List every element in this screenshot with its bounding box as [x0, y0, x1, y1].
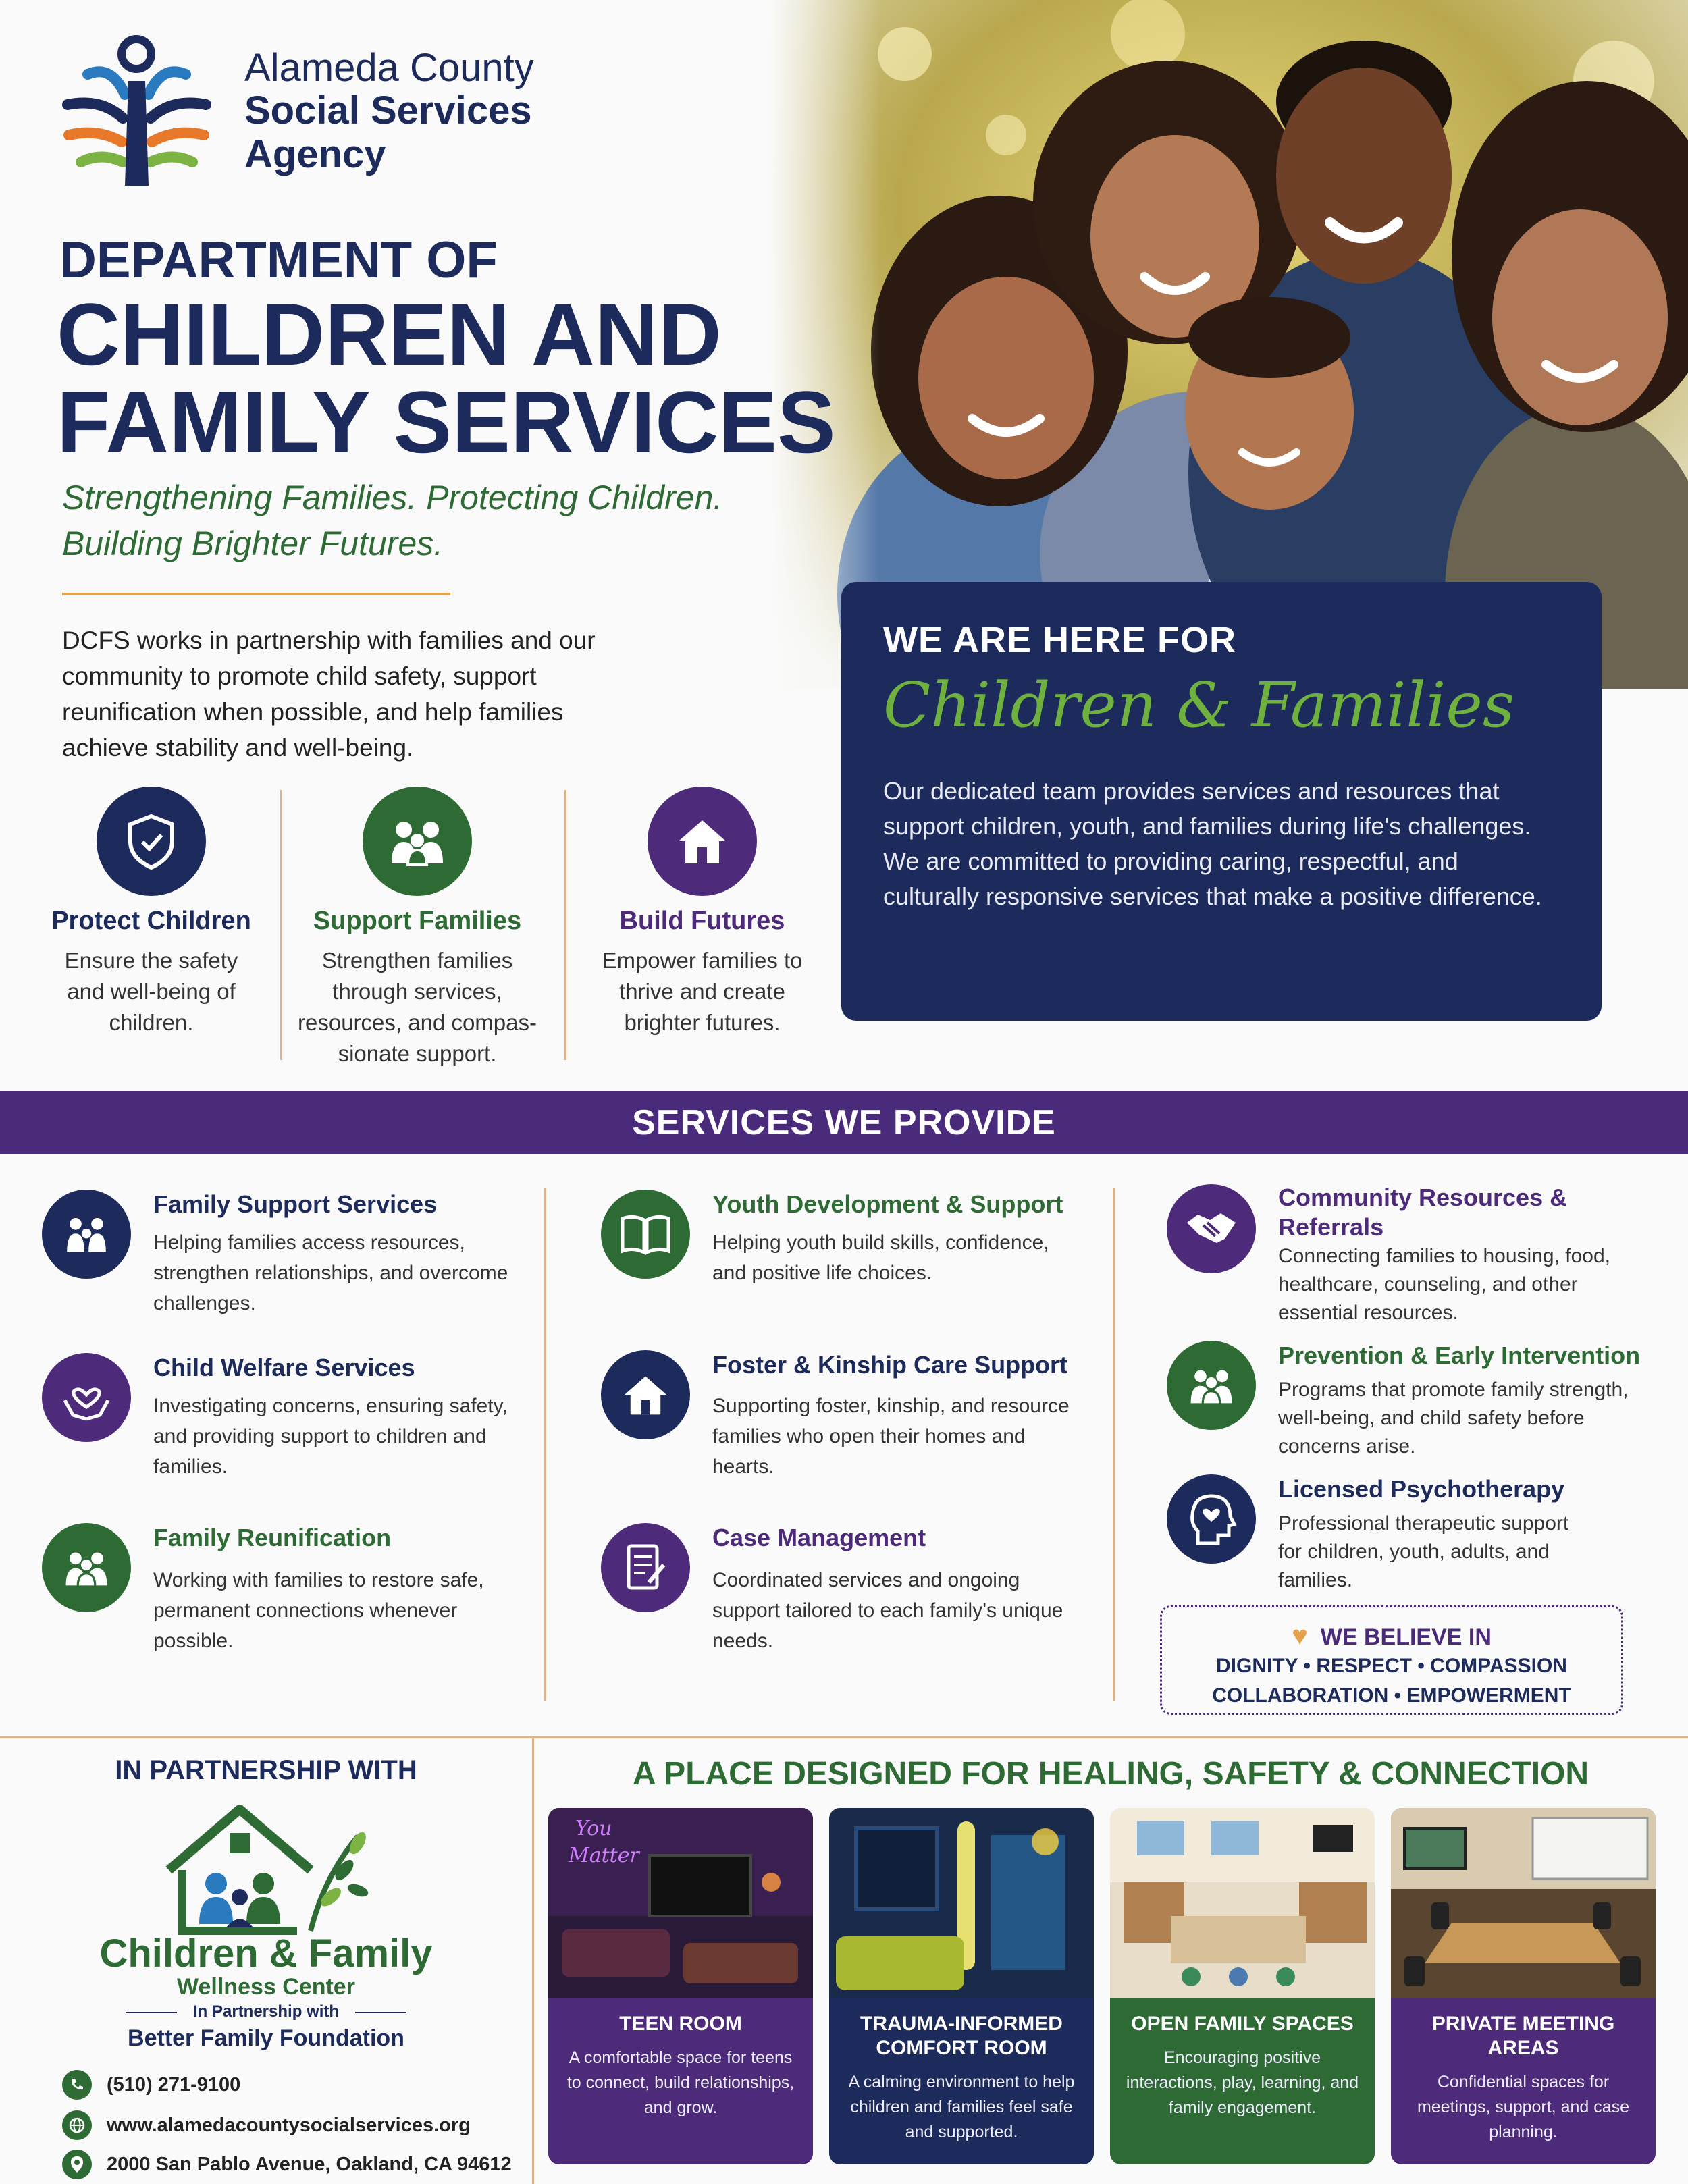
pillar-support-families — [282, 787, 552, 1069]
room-caption — [1391, 1998, 1656, 2164]
pillar-title: Build Futures — [619, 907, 785, 935]
foundation-name: Better Family Foundation — [128, 2025, 404, 2051]
pillar-text: Empower families to thrive and create brighter futures. — [602, 948, 803, 1035]
phone-number: (510) 271-9100 — [107, 2073, 241, 2096]
partnership-heading: IN PARTNERSHIP WITH — [115, 1755, 417, 1785]
here-for-text: Our dedicated team provides services and resources that support children, youth, and families during life's challenges. We are committed to providing caring, respectful, and culturally responsive services that make a positive difference. — [883, 777, 1542, 910]
pillar-title: Support Families — [313, 907, 522, 935]
family-space-photo — [1110, 1808, 1375, 1998]
service-family-reunification — [42, 1523, 515, 1672]
values-line-2: COLLABORATION • EMPOWERMENT — [1212, 1684, 1571, 1707]
agency-name-line1: Alameda County — [244, 46, 534, 90]
service-text: Programs that promote family strength, well-being, and child safety before concerns arise. — [1278, 1379, 1629, 1458]
values-line-1: DIGNITY • RESPECT • COMPASSION — [1216, 1655, 1567, 1677]
neon-sign-line-1: You — [575, 1817, 612, 1840]
service-title: Child Welfare Services — [153, 1354, 415, 1381]
teen-room-photo — [548, 1808, 813, 1998]
meeting-area-photo — [1391, 1808, 1656, 1998]
title-department-of: DEPARTMENT OF — [59, 232, 498, 289]
services-heading: SERVICES WE PROVIDE — [632, 1103, 1056, 1142]
room-card-comfort — [829, 1808, 1094, 2164]
footer-divider — [0, 1736, 1688, 1738]
room-title: TRAUMA-INFORMED COMFORT ROOM — [860, 2013, 1063, 2059]
room-title: OPEN FAMILY SPACES — [1131, 2013, 1354, 2035]
contact-website[interactable] — [62, 2110, 471, 2140]
room-card-family — [1110, 1808, 1375, 2164]
group-icon — [1167, 1341, 1256, 1430]
heart-icon: ♥ — [1292, 1621, 1308, 1651]
room-text: A calming environment to help children and families feel safe and supported. — [848, 2073, 1075, 2141]
contact-phone[interactable] — [62, 2070, 240, 2100]
service-title: Youth Development & Support — [712, 1190, 1063, 1218]
room-text: A comfortable space for teens to connect, build relationships, and grow. — [566, 2048, 795, 2117]
service-psychotherapy — [1167, 1474, 1639, 1596]
website-url: www.alamedacountysocialservices.org — [107, 2114, 471, 2136]
service-child-welfare — [42, 1353, 515, 1501]
room-card-meeting — [1391, 1808, 1656, 2164]
room-caption — [548, 1998, 813, 2164]
service-text: Helping youth build skills, confidence, and positive life choices. — [712, 1231, 1049, 1284]
column-divider — [1113, 1188, 1115, 1701]
service-family-support — [42, 1190, 515, 1338]
pillar-build-futures — [567, 787, 837, 1038]
title-line-2: FAMILY SERVICES — [57, 373, 836, 471]
tagline-line-2: Building Brighter Futures. — [62, 525, 444, 562]
column-divider — [544, 1188, 546, 1701]
service-title: Foster & Kinship Care Support — [712, 1351, 1068, 1379]
service-title: Community Resources & Referrals — [1278, 1183, 1568, 1241]
pillar-divider — [564, 790, 566, 1060]
room-caption — [829, 1998, 1094, 2164]
tagline-divider — [62, 593, 450, 595]
we-believe-title: WE BELIEVE IN — [1320, 1624, 1492, 1650]
here-for-heading: WE ARE HERE FOR — [883, 620, 1237, 660]
service-title: Licensed Psychotherapy — [1278, 1475, 1565, 1503]
service-text: Professional therapeutic support for children, youth, adults, and families. — [1278, 1512, 1569, 1591]
room-title: TEEN ROOM — [619, 2013, 742, 2035]
service-youth-development — [601, 1190, 1074, 1338]
neon-sign-line-2: Matter — [569, 1844, 639, 1867]
service-text: Working with families to restore safe, permanent connections whenever possible. — [153, 1569, 484, 1652]
service-case-management — [601, 1523, 1074, 1672]
title-line-1: CHILDREN AND — [57, 285, 722, 383]
service-text: Connecting families to housing, food, healthcare, counseling, and other essential resources. — [1278, 1245, 1610, 1324]
service-prevention — [1167, 1341, 1639, 1476]
wellness-center-sub: Wellness Center — [177, 1974, 355, 2000]
room-text: Encouraging positive interactions, play, learning, and family engagement. — [1126, 2048, 1359, 2117]
service-title: Case Management — [712, 1524, 926, 1551]
family-icon — [42, 1190, 131, 1279]
we-believe-box — [1160, 1605, 1623, 1715]
handshake-icon — [1167, 1184, 1256, 1273]
agency-name-line3: Agency — [244, 132, 386, 176]
heart-hands-icon — [42, 1353, 131, 1442]
comfort-room-photo — [829, 1808, 1094, 1998]
pillar-protect-children — [16, 787, 286, 1038]
house-icon — [648, 787, 757, 896]
place-heading: A PLACE DESIGNED FOR HEALING, SAFETY & CONNECTION — [632, 1756, 1589, 1792]
house-icon — [601, 1350, 690, 1439]
globe-icon — [62, 2110, 92, 2140]
phone-icon — [62, 2070, 92, 2100]
service-text: Investigating concerns, ensuring safety, and providing support to children and families. — [153, 1395, 508, 1478]
wellness-center-logo — [155, 1796, 378, 1941]
family-icon — [363, 787, 472, 896]
agency-logo — [61, 34, 223, 196]
pillar-text: Strengthen families through services, resources, and compas-sionate support. — [298, 948, 537, 1066]
head-heart-icon — [1167, 1474, 1256, 1564]
intro-paragraph: DCFS works in partnership with families and our community to promote child safety, support reunification when possible, and help families achieve stability and well-being. — [62, 627, 596, 762]
book-icon — [601, 1190, 690, 1279]
service-community-resources — [1167, 1183, 1639, 1331]
service-text: Helping families access resources, strengthen relationships, and overcome challenges. — [153, 1231, 508, 1314]
here-for-panel — [841, 582, 1602, 1021]
room-title: PRIVATE MEETING AREAS — [1431, 2013, 1615, 2059]
service-title: Family Reunification — [153, 1524, 392, 1551]
room-text: Confidential spaces for meetings, support, and case planning. — [1417, 2073, 1630, 2141]
service-title: Family Support Services — [153, 1190, 438, 1218]
here-for-script-title: Children & Families — [883, 669, 1515, 741]
service-text: Supporting foster, kinship, and resource families who open their homes and hearts. — [712, 1395, 1070, 1478]
services-band — [0, 1091, 1688, 1154]
address-text: 2000 San Pablo Avenue, Oakland, CA 94612 — [107, 2153, 512, 2175]
footer-vertical-divider — [532, 1738, 534, 2184]
tagline-line-1: Strengthening Families. Protecting Children. — [62, 479, 723, 516]
pillar-text: Ensure the safety and well-being of children. — [64, 948, 238, 1035]
map-pin-icon — [62, 2150, 92, 2179]
shield-check-icon — [97, 787, 206, 896]
room-card-teen — [548, 1808, 813, 2164]
contact-address[interactable] — [62, 2150, 512, 2179]
in-partnership-with: In Partnership with — [192, 2002, 340, 2021]
group-icon — [42, 1523, 131, 1612]
room-caption — [1110, 1998, 1375, 2164]
service-foster-kinship — [601, 1350, 1074, 1499]
pillar-title: Protect Children — [51, 907, 251, 935]
document-icon — [601, 1523, 690, 1612]
wellness-center-name: Children & Family — [99, 1932, 433, 1975]
service-title: Prevention & Early Intervention — [1278, 1341, 1641, 1369]
service-text: Coordinated services and ongoing support tailored to each family's unique needs. — [712, 1569, 1063, 1652]
agency-name-line2: Social Services — [244, 88, 532, 132]
